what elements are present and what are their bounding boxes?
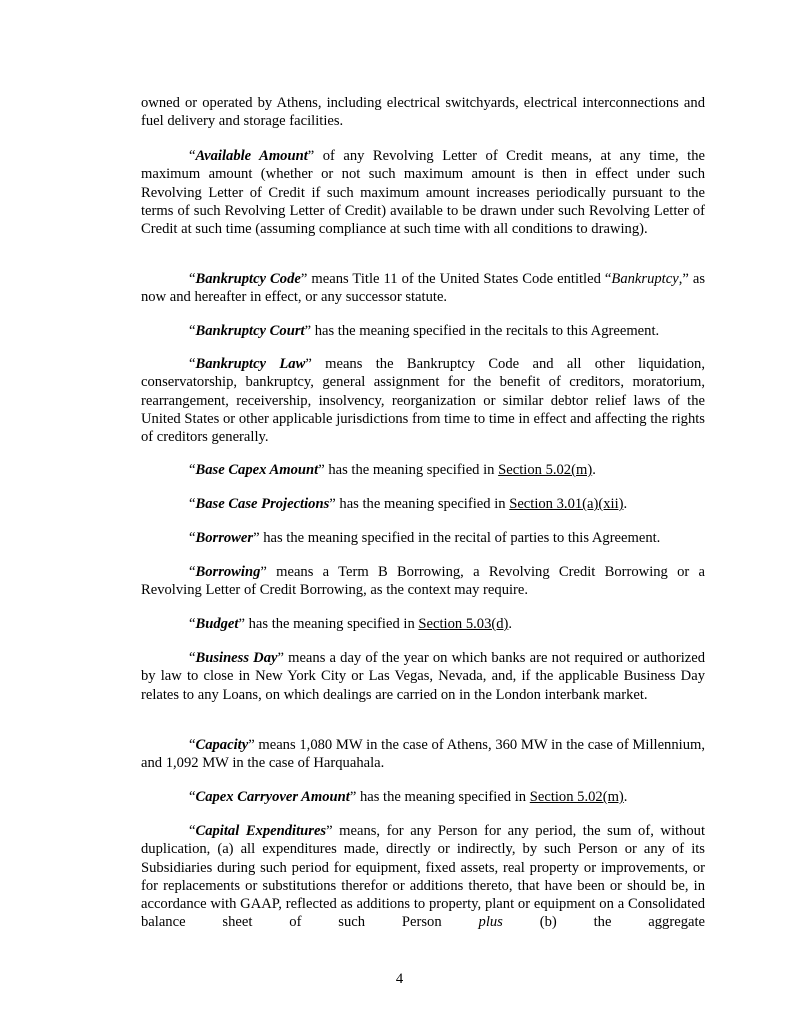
definition-available-amount: “Available Amount” of any Revolving Letter of Credit means, at any time, the maximum amount (whether or not such maximum amount is then in effect under such Revolving Letter of Credit if such maximum amount increases periodically pursuant to the terms of such Revolving Letter of Credit) available to be drawn under such Revolving Letter of Credit at such time (assuming compliance at such time with all conditions to drawing).	[141, 148, 705, 238]
defined-term: Bankruptcy Law	[195, 356, 306, 372]
section-reference: Section 3.01(a)(xii)	[509, 496, 624, 512]
section-reference: Section 5.02(m)	[498, 462, 593, 478]
definition-bankruptcy-law: “Bankruptcy Law” means the Bankruptcy Code and all other liquidation, conservatorship, bankruptcy, general assignment for the benefit of creditors, moratorium, rearrangement, receivership, insolvency, reorganization or similar debtor relief laws of the United States or other applicable jurisdictions from time to time in effect and affecting the rights of creditors generally.	[141, 356, 705, 446]
defined-term: Base Capex Amount	[195, 462, 319, 478]
definition-borrower: “Borrower” has the meaning specified in the recital of parties to this Agreement.	[189, 530, 661, 546]
page-number: 4	[395, 971, 404, 987]
definition-base-capex-amount: “Base Capex Amount” has the meaning specified in Section 5.02(m).	[189, 462, 596, 478]
defined-term: Base Case Projections	[195, 496, 330, 512]
definition-capital-expenditures: “Capital Expenditures” means, for any Person for any period, the sum of, without duplication, (a) all expenditures made, directly or indirectly, by such Person or any of its Subsidiaries during such period for equipment, fixed assets, real property or improvements, or for replacements or substitutions therefor or additions thereto, that have been or should be, in accordance with GAAP, reflected as additions to property, plant or equipment on a Consolidated balance sheet of such Person plus (b) the aggregate	[141, 823, 705, 931]
section-reference: Section 5.03(d)	[418, 616, 509, 632]
defined-term: Budget	[195, 616, 239, 632]
definition-business-day: “Business Day” means a day of the year on which banks are not required or authorized by law to close in New York City or Las Vegas, Nevada, and, if the applicable Business Day relates to any Loans, on which dealings are carried on in the London interbank market.	[141, 650, 706, 703]
defined-term: Bankruptcy Code	[195, 271, 301, 287]
defined-term: Borrower	[195, 530, 254, 546]
definition-bankruptcy-code: “Bankruptcy Code” means Title 11 of the United States Code entitled “Bankruptcy,” as now and hereafter in effect, or any successor statute.	[141, 271, 706, 306]
italic-term: plus	[478, 914, 503, 931]
defined-term: Available Amount	[195, 148, 308, 164]
definition-capacity: “Capacity” means 1,080 MW in the case of Athens, 360 MW in the case of Millennium, and 1,092 MW in the case of Harquahala.	[141, 737, 705, 772]
defined-term: Borrowing	[195, 564, 261, 580]
italic-term: Bankruptcy	[611, 271, 679, 287]
defined-term: Bankruptcy Court	[195, 323, 305, 339]
defined-term: Capacity	[195, 737, 249, 753]
defined-term: Business Day	[195, 650, 278, 666]
definition-bankruptcy-court: “Bankruptcy Court” has the meaning specified in the recitals to this Agreement.	[189, 323, 660, 339]
definition-capex-carryover-amount: “Capex Carryover Amount” has the meaning specified in Section 5.02(m).	[189, 789, 628, 805]
intro-paragraph: owned or operated by Athens, including electrical switchyards, electrical interconnections and fuel delivery and storage facilities.	[141, 95, 705, 130]
definition-base-case-projections: “Base Case Projections” has the meaning specified in Section 3.01(a)(xii).	[189, 496, 628, 512]
definition-borrowing: “Borrowing” means a Term B Borrowing, a Revolving Credit Borrowing or a Revolving Letter of Credit Borrowing, as the context may require.	[141, 564, 705, 599]
defined-term: Capital Expenditures	[195, 823, 327, 839]
definition-budget: “Budget” has the meaning specified in Section 5.03(d).	[189, 616, 513, 632]
section-reference: Section 5.02(m)	[529, 789, 624, 805]
defined-term: Capex Carryover Amount	[195, 789, 350, 805]
